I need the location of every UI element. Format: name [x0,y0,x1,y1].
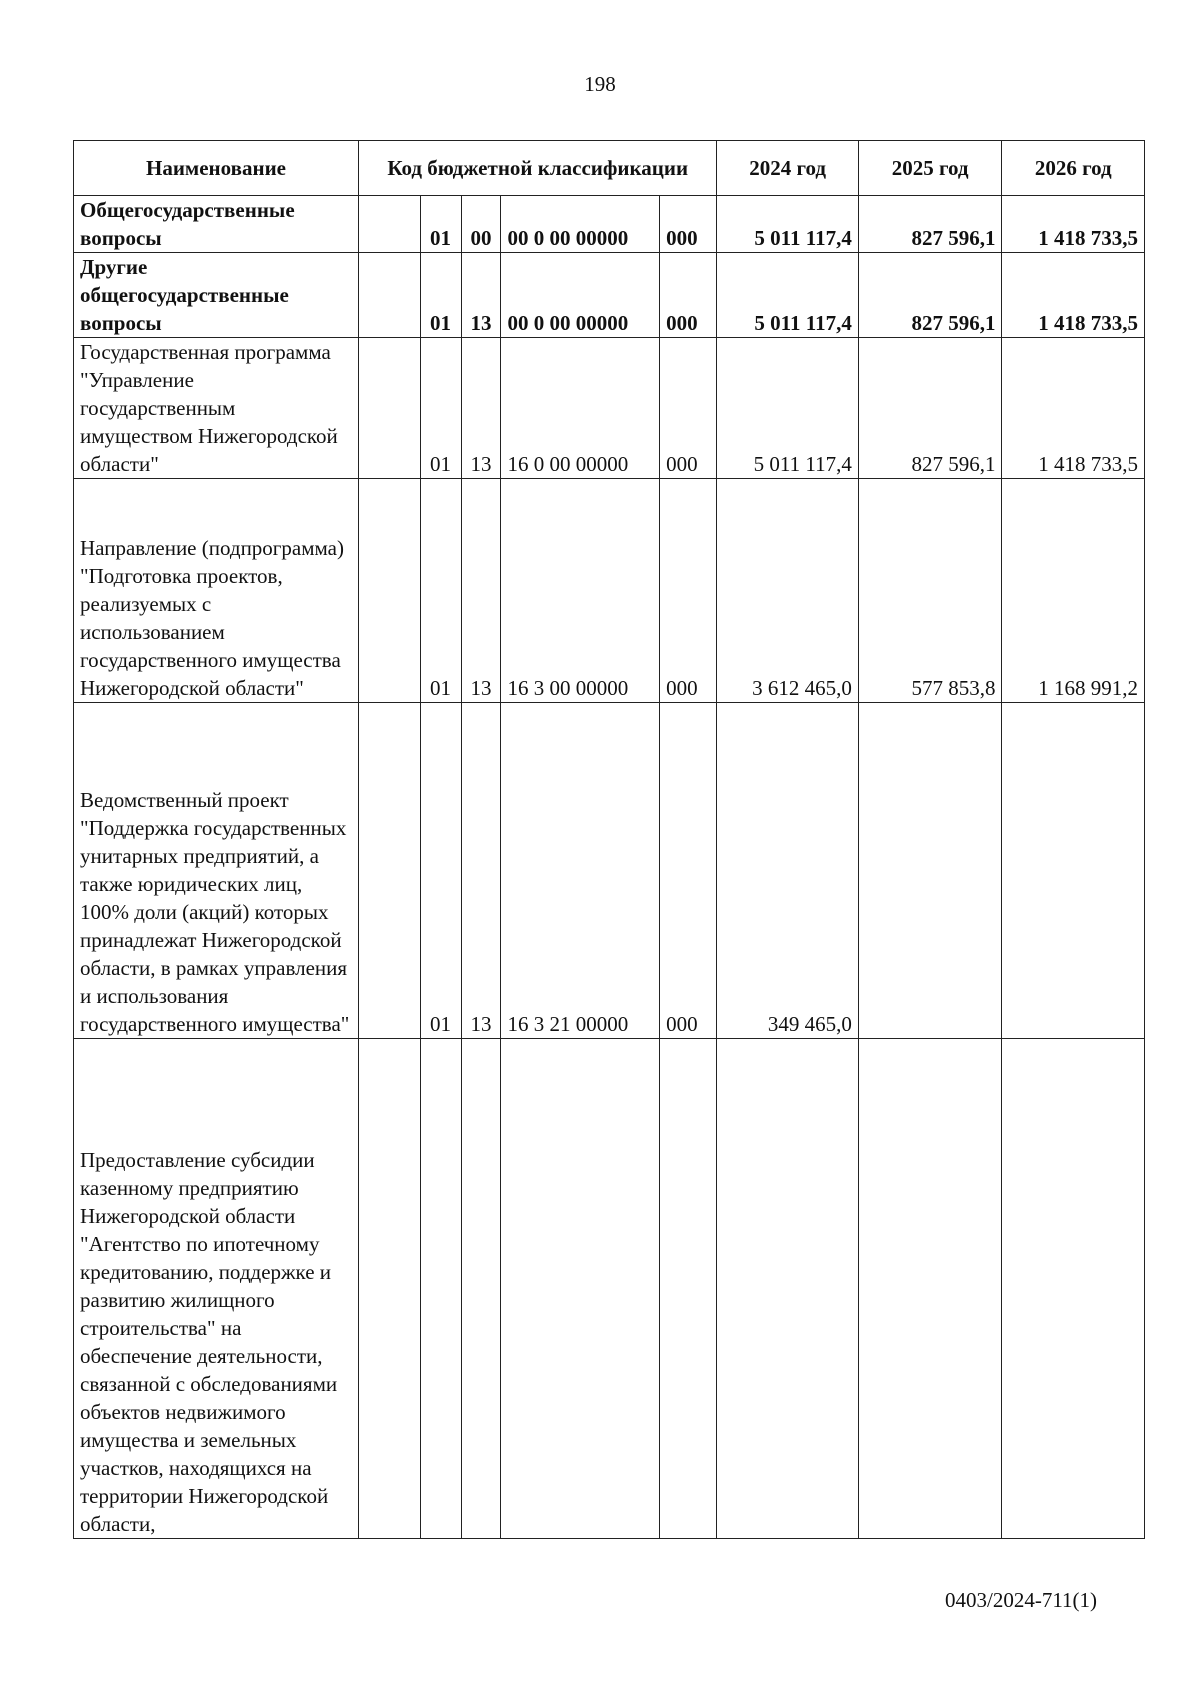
row-code-target: 00 0 00 00000 [501,196,660,253]
row-code-target: 00 0 00 00000 [501,253,660,338]
header-2026: 2026 год [1002,141,1145,196]
table-row [74,703,1145,1039]
row-code-subsection: 00 [461,196,501,253]
row-code-type: 000 [660,479,717,703]
page-number: 198 [584,72,616,96]
row-code-target [501,1039,660,1539]
row-value-2026: 1 168 991,2 [1002,479,1145,703]
budget-table [73,140,1145,1539]
row-code-section: 01 [420,196,461,253]
row-code-0 [359,196,421,253]
table-row [74,253,1145,338]
row-code-type: 000 [660,703,717,1039]
row-name: Общегосударственные вопросы [74,196,359,253]
row-value-2026 [1002,703,1145,1039]
row-code-type: 000 [660,253,717,338]
row-value-2024: 5 011 117,4 [717,253,858,338]
row-code-section [420,1039,461,1539]
row-code-0 [359,1039,421,1539]
header-code: Код бюджетной классификации [359,141,717,196]
header-2025: 2025 год [858,141,1002,196]
row-name: Государственная программа "Управление государственным имуществом Нижегородской области" [74,338,359,479]
row-value-2026: 1 418 733,5 [1002,338,1145,479]
row-value-2025 [858,703,1002,1039]
row-code-subsection: 13 [461,338,501,479]
row-name: Другие общегосударственные вопросы [74,253,359,338]
row-value-2026: 1 418 733,5 [1002,196,1145,253]
row-code-0 [359,703,421,1039]
row-code-type: 000 [660,196,717,253]
row-code-subsection: 13 [461,703,501,1039]
row-value-2026 [1002,1039,1145,1539]
row-code-type: 000 [660,338,717,479]
table-row [74,1039,1145,1539]
row-code-subsection: 13 [461,253,501,338]
table-row [74,479,1145,703]
row-code-subsection: 13 [461,479,501,703]
row-code-type [660,1039,717,1539]
row-code-section: 01 [420,479,461,703]
row-name: Направление (подпрограмма) "Подготовка проектов, реализуемых с использованием государственного имущества Нижегородской области" [74,479,359,703]
table-row [74,338,1145,479]
row-value-2025: 827 596,1 [858,253,1002,338]
row-code-section: 01 [420,703,461,1039]
row-code-0 [359,338,421,479]
row-code-0 [359,479,421,703]
row-name: Ведомственный проект "Поддержка государственных унитарных предприятий, а также юридических лиц, 100% доли (акций) которых принадлежат Нижегородской области, в рамках управления и использования государственного имущества" [74,703,359,1039]
row-value-2024: 349 465,0 [717,703,858,1039]
row-value-2025: 827 596,1 [858,338,1002,479]
table-row [74,196,1145,253]
row-value-2025: 827 596,1 [858,196,1002,253]
row-value-2025 [858,1039,1002,1539]
row-code-target: 16 3 21 00000 [501,703,660,1039]
row-code-target: 16 3 00 00000 [501,479,660,703]
table-header-row [74,141,1145,196]
row-name: Предоставление субсидии казенному предприятию Нижегородской области "Агентство по ипотечному кредитованию, поддержке и развитию жилищного строительства" на обеспечение деятельности, связанной с обследованиями объектов недвижимого имущества и земельных участков, находящихся на территории Нижегородской области, [74,1039,359,1539]
document-number: 0403/2024-711(1) [945,1588,1098,1612]
header-name: Наименование [74,141,359,196]
row-value-2026: 1 418 733,5 [1002,253,1145,338]
row-code-subsection [461,1039,501,1539]
row-code-target: 16 0 00 00000 [501,338,660,479]
row-code-section: 01 [420,338,461,479]
row-value-2024: 3 612 465,0 [717,479,858,703]
header-2024: 2024 год [717,141,858,196]
row-code-section: 01 [420,253,461,338]
row-code-0 [359,253,421,338]
row-value-2024: 5 011 117,4 [717,338,858,479]
row-value-2025: 577 853,8 [858,479,1002,703]
row-value-2024 [717,1039,858,1539]
row-value-2024: 5 011 117,4 [717,196,858,253]
